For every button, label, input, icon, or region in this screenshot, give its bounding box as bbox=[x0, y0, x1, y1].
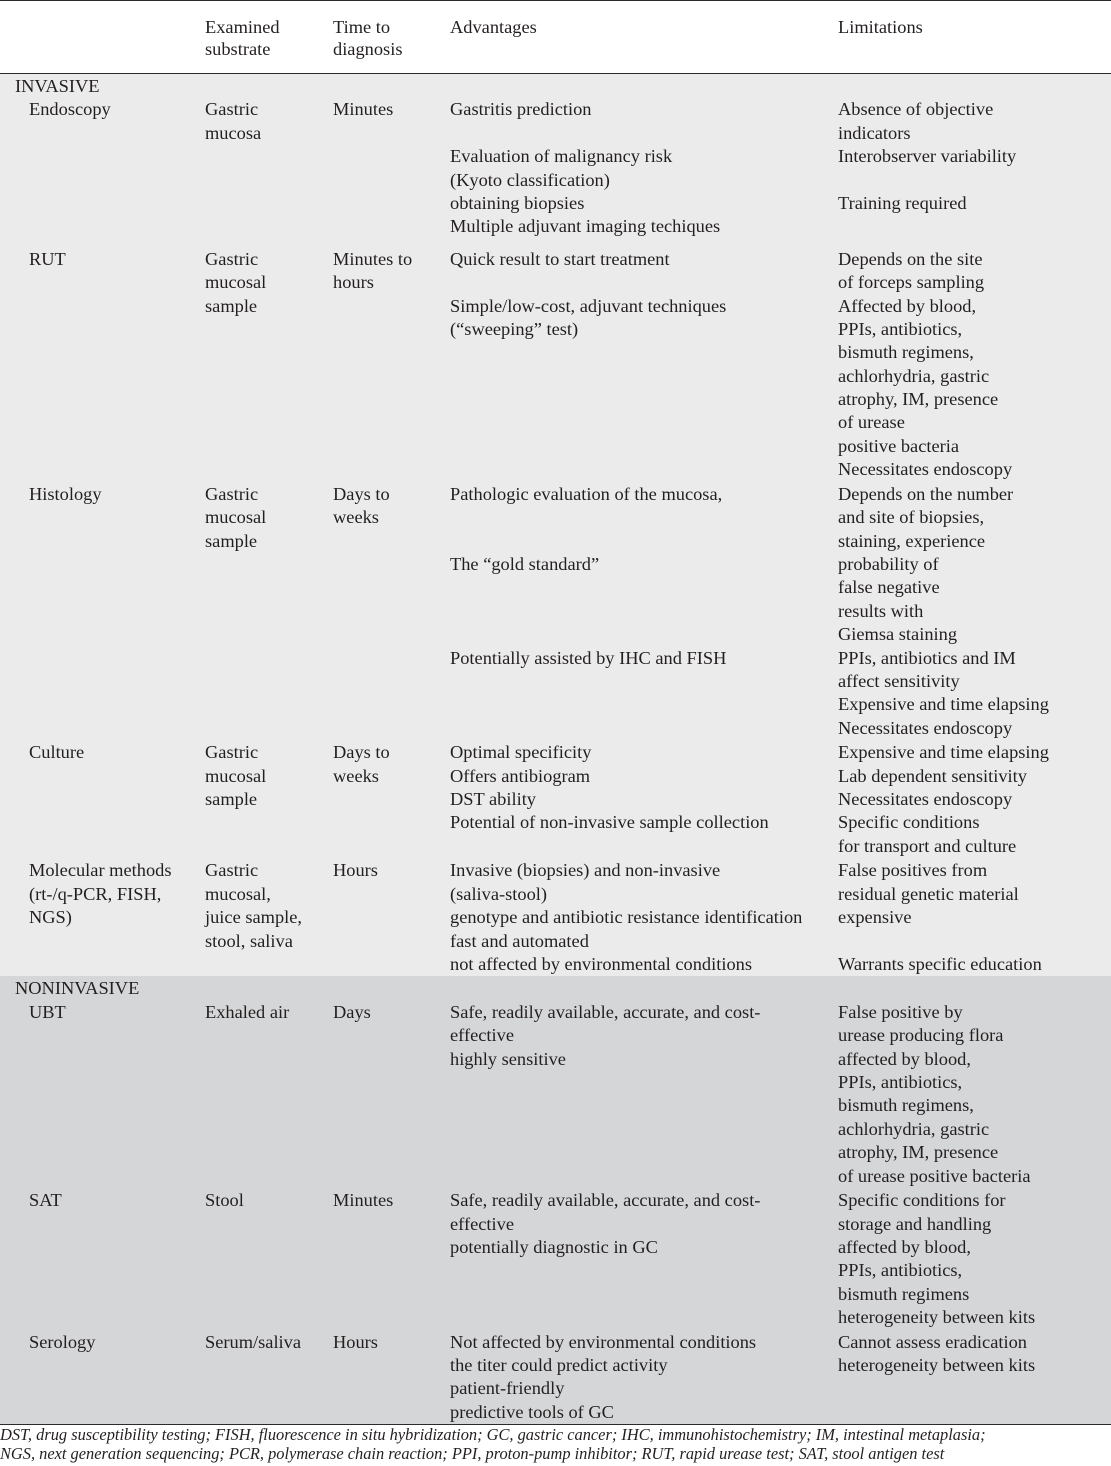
time-cell bbox=[333, 1001, 450, 1188]
advantages-line bbox=[450, 530, 838, 553]
substrate-cell bbox=[205, 1331, 333, 1425]
substrate-line: sample bbox=[205, 789, 258, 810]
advantages-line: Evaluation of malignancy risk bbox=[450, 146, 673, 167]
table-body bbox=[0, 74, 1111, 1424]
table-row bbox=[0, 859, 1111, 976]
advantages-cell bbox=[450, 98, 838, 238]
substrate-line: Gastric bbox=[205, 248, 259, 269]
limitations-line: positive bacteria bbox=[838, 435, 960, 456]
substrate-line: juice sample, bbox=[205, 907, 303, 928]
advantages-line: Safe, readily available, accurate, and cost- bbox=[450, 1001, 761, 1022]
advantages-line: (“sweeping” test) bbox=[450, 318, 579, 339]
header-cell-method bbox=[0, 16, 205, 60]
method-line: Endoscopy bbox=[29, 99, 111, 120]
header-cell-limitations bbox=[838, 16, 1111, 60]
limitations-line: atrophy, IM, presence bbox=[838, 1142, 999, 1163]
header-label: diagnosis bbox=[333, 39, 403, 59]
table-row bbox=[0, 1189, 1111, 1331]
limitations-cell bbox=[838, 1001, 1111, 1188]
limitations-line: and site of biopsies, bbox=[838, 507, 985, 528]
advantages-line: highly sensitive bbox=[450, 1048, 566, 1069]
limitations-line: indicators bbox=[838, 122, 911, 143]
limitations-line: heterogeneity between kits bbox=[838, 1355, 1036, 1376]
substrate-line: mucosal bbox=[205, 507, 267, 528]
time-line: weeks bbox=[333, 507, 379, 528]
limitations-line bbox=[838, 169, 1111, 192]
limitations-line: Necessitates endoscopy bbox=[838, 459, 1013, 480]
limitations-line: Lab dependent sensitivity bbox=[838, 765, 1027, 786]
table-row bbox=[0, 1001, 1111, 1189]
time-line: Minutes bbox=[333, 1190, 394, 1211]
substrate-cell bbox=[205, 741, 333, 858]
limitations-line: achlorhydria, gastric bbox=[838, 365, 990, 386]
advantages-cell bbox=[450, 859, 838, 976]
limitations-line: Necessitates endoscopy bbox=[838, 789, 1013, 810]
advantages-line: Simple/low-cost, adjuvant techniques bbox=[450, 295, 727, 316]
time-line: Days to bbox=[333, 483, 390, 504]
advantages-line bbox=[450, 600, 838, 623]
method-cell bbox=[0, 741, 205, 858]
limitations-cell bbox=[838, 98, 1111, 238]
substrate-line: Gastric bbox=[205, 742, 259, 763]
method-cell bbox=[0, 1189, 205, 1329]
limitations-line: affected by blood, bbox=[838, 1048, 971, 1069]
substrate-line: Gastric bbox=[205, 99, 259, 120]
substrate-cell bbox=[205, 98, 333, 238]
substrate-line: Stool bbox=[205, 1190, 244, 1211]
advantages-line: the titer could predict activity bbox=[450, 1355, 668, 1376]
limitations-line: Specific conditions for bbox=[838, 1190, 1006, 1211]
time-cell bbox=[333, 248, 450, 482]
advantages-cell bbox=[450, 1189, 838, 1329]
limitations-cell bbox=[838, 483, 1111, 740]
advantages-line: Invasive (biopsies) and non-invasive bbox=[450, 860, 721, 881]
limitations-line: Expensive and time elapsing bbox=[838, 742, 1049, 763]
method-line: RUT bbox=[29, 248, 66, 269]
time-line: Days to bbox=[333, 742, 390, 763]
time-cell bbox=[333, 1331, 450, 1425]
header-label: Advantages bbox=[450, 17, 537, 37]
header-cell-time bbox=[333, 16, 450, 60]
limitations-line: Absence of objective bbox=[838, 99, 994, 120]
advantages-line: effective bbox=[450, 1213, 514, 1234]
limitations-line: achlorhydria, gastric bbox=[838, 1118, 990, 1139]
limitations-line: Training required bbox=[838, 192, 967, 213]
time-line: Hours bbox=[333, 860, 378, 881]
limitations-line: for transport and culture bbox=[838, 835, 1017, 856]
substrate-line: stool, saliva bbox=[205, 930, 293, 951]
limitations-cell bbox=[838, 1189, 1111, 1329]
advantages-line: DST ability bbox=[450, 789, 536, 810]
limitations-cell bbox=[838, 1331, 1111, 1425]
limitations-line: PPIs, antibiotics, bbox=[838, 1071, 963, 1092]
advantages-line: Potential of non-invasive sample collection bbox=[450, 812, 769, 833]
limitations-line: results with bbox=[838, 600, 924, 621]
limitations-line: Necessitates endoscopy bbox=[838, 717, 1013, 738]
substrate-cell bbox=[205, 483, 333, 740]
advantages-line: Offers antibiogram bbox=[450, 765, 591, 786]
limitations-line: heterogeneity between kits bbox=[838, 1307, 1036, 1328]
limitations-line: affect sensitivity bbox=[838, 670, 960, 691]
method-line: (rt-/q-PCR, FISH, bbox=[29, 883, 162, 904]
time-cell bbox=[333, 98, 450, 238]
advantages-line: Pathologic evaluation of the mucosa, bbox=[450, 483, 723, 504]
limitations-line: bismuth regimens bbox=[838, 1283, 970, 1304]
time-line: weeks bbox=[333, 765, 379, 786]
substrate-line: Exhaled air bbox=[205, 1001, 290, 1022]
advantages-cell bbox=[450, 1001, 838, 1188]
method-cell bbox=[0, 859, 205, 976]
advantages-line: The “gold standard” bbox=[450, 554, 600, 574]
limitations-line: Affected by blood, bbox=[838, 295, 977, 316]
table-row bbox=[0, 98, 1111, 247]
limitations-cell bbox=[838, 859, 1111, 976]
advantages-line bbox=[450, 506, 838, 529]
limitations-line: False positive by bbox=[838, 1001, 963, 1022]
limitations-line: Giemsa staining bbox=[838, 624, 958, 645]
limitations-cell bbox=[838, 741, 1111, 858]
advantages-line: obtaining biopsies bbox=[450, 192, 585, 213]
advantages-line: potentially diagnostic in GC bbox=[450, 1236, 658, 1257]
advantages-line bbox=[450, 576, 838, 599]
substrate-line: mucosal bbox=[205, 765, 267, 786]
substrate-line: mucosa bbox=[205, 122, 262, 143]
limitations-line: bismuth regimens, bbox=[838, 1095, 974, 1116]
header-label: Examined bbox=[205, 17, 280, 37]
method-line: Molecular methods bbox=[29, 860, 172, 881]
time-line: Minutes bbox=[333, 99, 394, 120]
advantages-line: Quick result to start treatment bbox=[450, 248, 670, 269]
limitations-line: storage and handling bbox=[838, 1213, 992, 1234]
footnote-line: DST, drug susceptibility testing; FISH, fluorescence in situ hybridization; GC, gastric cancer; IHC, immunohistochemistry; IM, intestinal metaplasia; bbox=[0, 1425, 986, 1445]
table-row bbox=[0, 741, 1111, 859]
limitations-line: Depends on the number bbox=[838, 483, 1014, 504]
advantages-line: (saliva-stool) bbox=[450, 883, 548, 904]
limitations-line: PPIs, antibiotics and IM bbox=[838, 647, 1016, 668]
limitations-line: residual genetic material bbox=[838, 883, 1019, 904]
limitations-line: of forceps sampling bbox=[838, 272, 985, 293]
limitations-line: PPIs, antibiotics, bbox=[838, 1260, 963, 1281]
substrate-line: sample bbox=[205, 295, 258, 316]
method-line: Culture bbox=[29, 742, 85, 763]
advantages-line bbox=[450, 122, 838, 145]
section-noninvasive bbox=[0, 976, 1111, 1424]
time-line: Minutes to bbox=[333, 248, 413, 269]
advantages-line bbox=[450, 271, 838, 294]
substrate-line: mucosal bbox=[205, 272, 267, 293]
header-cell-substrate bbox=[205, 16, 333, 60]
advantages-line bbox=[450, 623, 838, 646]
substrate-cell bbox=[205, 859, 333, 976]
advantages-line: genotype and antibiotic resistance identification bbox=[450, 907, 803, 928]
advantages-line: Optimal specificity bbox=[450, 742, 592, 763]
advantages-line: (Kyoto classification) bbox=[450, 169, 610, 190]
method-line: NGS) bbox=[29, 907, 72, 928]
limitations-line: Cannot assess eradication bbox=[838, 1331, 1027, 1352]
limitations-line: expensive bbox=[838, 907, 912, 928]
limitations-line: Specific conditions bbox=[838, 812, 980, 833]
limitations-line: bismuth regimens, bbox=[838, 342, 974, 363]
limitations-line: Expensive and time elapsing bbox=[838, 694, 1049, 715]
time-line: Hours bbox=[333, 1331, 378, 1352]
substrate-cell bbox=[205, 1001, 333, 1188]
method-cell bbox=[0, 483, 205, 740]
advantages-line: Gastritis prediction bbox=[450, 99, 592, 120]
time-cell bbox=[333, 741, 450, 858]
limitations-line bbox=[838, 930, 1111, 953]
section-label: NONINVASIVE bbox=[15, 978, 140, 999]
header-label: substrate bbox=[205, 39, 271, 59]
advantages-line: fast and automated bbox=[450, 930, 589, 951]
table-footnote bbox=[0, 1424, 1111, 1463]
substrate-cell bbox=[205, 248, 333, 482]
advantages-cell bbox=[450, 483, 838, 740]
method-cell bbox=[0, 248, 205, 482]
substrate-line: Serum/saliva bbox=[205, 1331, 302, 1352]
limitations-line: of urease positive bacteria bbox=[838, 1165, 1031, 1186]
section-label: INVASIVE bbox=[15, 76, 100, 96]
limitations-line: Depends on the site bbox=[838, 248, 983, 269]
time-cell bbox=[333, 859, 450, 976]
method-line: Serology bbox=[29, 1331, 96, 1352]
header-label: Time to bbox=[333, 17, 391, 37]
substrate-cell bbox=[205, 1189, 333, 1329]
limitations-line: probability of bbox=[838, 554, 939, 574]
method-cell bbox=[0, 1001, 205, 1188]
footnote-line: NGS, next generation sequencing; PCR, polymerase chain reaction; PPI, proton-pump inhibitor; RUT, rapid urease test; SAT, stool antigen test bbox=[0, 1444, 945, 1464]
limitations-line: atrophy, IM, presence bbox=[838, 389, 999, 410]
advantages-cell bbox=[450, 1331, 838, 1425]
table-row bbox=[0, 1331, 1111, 1425]
table-row bbox=[0, 483, 1111, 741]
substrate-line: mucosal, bbox=[205, 883, 271, 904]
method-line: Histology bbox=[29, 483, 102, 504]
advantages-line: patient-friendly bbox=[450, 1378, 565, 1399]
time-cell bbox=[333, 483, 450, 740]
limitations-line: urease producing flora bbox=[838, 1025, 1004, 1046]
method-line: SAT bbox=[29, 1190, 62, 1211]
table-header bbox=[0, 0, 1111, 74]
substrate-line: Gastric bbox=[205, 860, 259, 881]
limitations-line: False positives from bbox=[838, 860, 988, 881]
advantages-line: effective bbox=[450, 1025, 514, 1046]
time-cell bbox=[333, 1189, 450, 1329]
table-row bbox=[0, 248, 1111, 483]
advantages-line: Multiple adjuvant imaging techiques bbox=[450, 216, 721, 237]
limitations-line: staining, experience bbox=[838, 530, 986, 551]
header-label: Limitations bbox=[838, 17, 923, 37]
advantages-line: not affected by environmental conditions bbox=[450, 954, 752, 975]
limitations-line: Warrants specific education bbox=[838, 954, 1042, 975]
limitations-line: Interobserver variability bbox=[838, 146, 1017, 167]
advantages-line: Not affected by environmental conditions bbox=[450, 1331, 757, 1352]
limitations-line: of urease bbox=[838, 412, 905, 433]
limitations-line: PPIs, antibiotics, bbox=[838, 318, 963, 339]
method-cell bbox=[0, 1331, 205, 1425]
method-line: UBT bbox=[29, 1001, 66, 1022]
time-line: Days bbox=[333, 1001, 371, 1022]
advantages-cell bbox=[450, 741, 838, 858]
header-cell-advantages bbox=[450, 16, 838, 60]
substrate-line: sample bbox=[205, 530, 258, 551]
limitations-cell bbox=[838, 248, 1111, 482]
limitations-line: affected by blood, bbox=[838, 1236, 971, 1257]
advantages-cell bbox=[450, 248, 838, 482]
section-invasive bbox=[0, 74, 1111, 976]
advantages-line: Potentially assisted by IHC and FISH bbox=[450, 647, 727, 668]
advantages-line: Safe, readily available, accurate, and cost- bbox=[450, 1190, 761, 1211]
limitations-line: false negative bbox=[838, 577, 940, 598]
advantages-line: predictive tools of GC bbox=[450, 1401, 614, 1422]
time-line: hours bbox=[333, 272, 374, 293]
substrate-line: Gastric bbox=[205, 483, 259, 504]
method-cell bbox=[0, 98, 205, 238]
